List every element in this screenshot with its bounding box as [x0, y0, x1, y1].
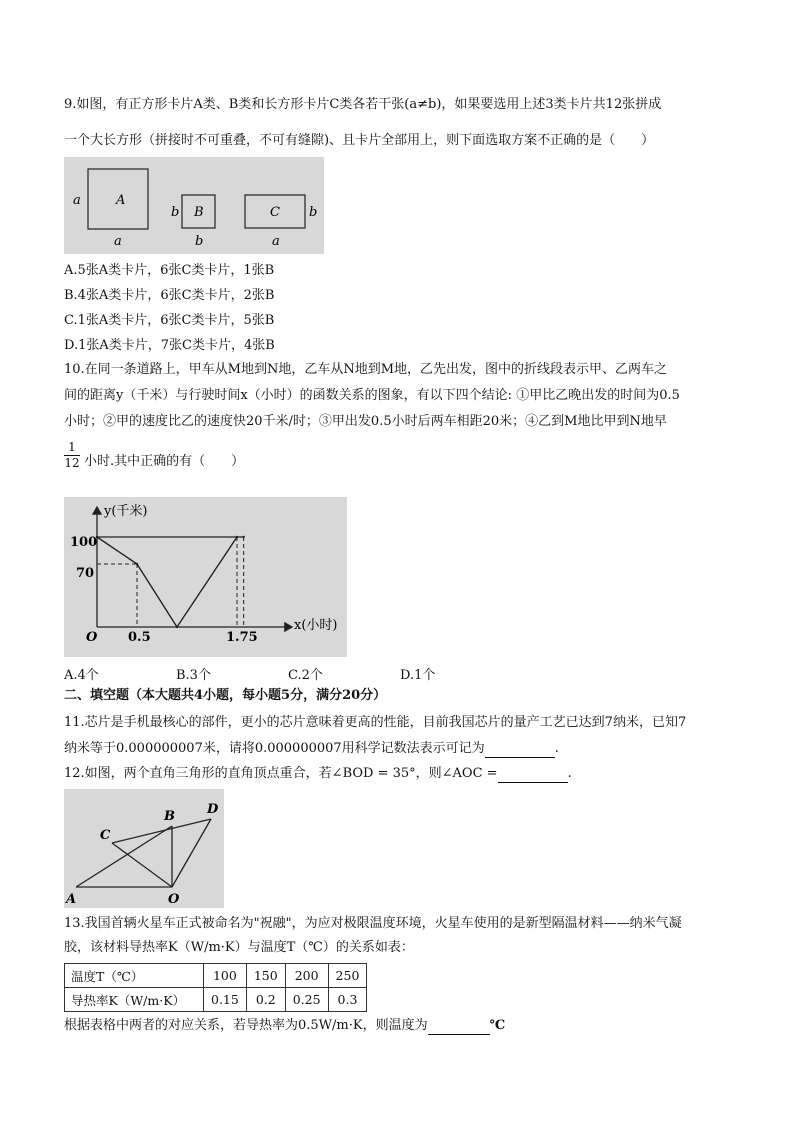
- q10-option-d: D.1个: [400, 668, 436, 683]
- table-cell: 0.15: [204, 988, 247, 1012]
- table-cell: 0.3: [328, 988, 367, 1012]
- q10-figure: [64, 497, 347, 657]
- q12-answer-blank[interactable]: [498, 782, 568, 783]
- q10-line1: 10.在同一条道路上，甲车从M地到N地，乙车从N地到M地，乙先出发，图中的折线段表示甲、乙两车之: [64, 362, 668, 377]
- chart-point-3: [236, 536, 238, 538]
- point-c-label: C: [100, 828, 111, 843]
- q10-line2: 间的距离y（千米）与行驶时间x（小时）的函数关系的图象，有以下四个结论: ①甲比乙晚出发的时间为0.5: [64, 388, 680, 403]
- table-row2-header: 导热率K（W/m·K）: [65, 988, 204, 1012]
- q10-fraction: [64, 440, 80, 471]
- q12-line: [64, 765, 572, 783]
- q9-option-d: D.1张A类卡片，7张C类卡片，4张B: [64, 338, 275, 353]
- card-b-side-bottom: b: [195, 234, 204, 249]
- segment-cd: [112, 819, 211, 843]
- card-a-side-bottom: a: [114, 234, 122, 249]
- chart-x-axis-label: x(小时): [294, 618, 338, 633]
- q9-option-b: B.4张A类卡片，6张C类卡片，2张B: [64, 288, 275, 303]
- chart-x-tick-1.75: 1.75: [226, 630, 258, 645]
- series-distance-line: [97, 537, 237, 627]
- q11-line2-text: 纳米等于0.000000007米，请将0.000000007用科学记数法表示可记为: [64, 741, 485, 756]
- card-a-label: A: [116, 193, 126, 208]
- q13-line1: 13.我国首辆火星车正式被命名为"祝融"，为应对极限温度环境，火星车使用的是新型隔温材料——纳米气凝: [64, 916, 682, 931]
- q10-line3: 小时；②甲的速度比乙的速度快20千米/时；③甲出发0.5小时后两车相距20米；④乙到M地比甲到N地早: [64, 414, 667, 429]
- point-b-label: B: [164, 809, 175, 824]
- chart-x-tick-0.5: 0.5: [128, 630, 151, 645]
- chart-point-1: [136, 563, 138, 565]
- q13-table: [64, 963, 367, 1012]
- q12-figure: [64, 789, 224, 908]
- q9-line1: 9.如图，有正方形卡片A类、B类和长方形卡片C类各若干张(a≠b)，如果要选用上述3类卡片共12张拼成: [64, 97, 662, 112]
- table-row: [65, 964, 367, 988]
- fraction-denominator: 12: [64, 456, 80, 470]
- table-cell: 0.25: [285, 988, 328, 1012]
- table-row: [65, 988, 367, 1012]
- q10-option-a: A.4个: [64, 668, 99, 683]
- distance-time-chart: [64, 497, 347, 657]
- card-b-side-left: b: [171, 205, 180, 220]
- chart-point-4: [242, 536, 244, 538]
- table-cell: 250: [328, 964, 367, 988]
- q9-option-a: A.5张A类卡片，6张C类卡片，1张B: [64, 263, 275, 278]
- q10-line4: 小时.其中正确的有（ ）: [84, 454, 245, 469]
- chart-y-tick-100: 100: [70, 535, 98, 550]
- point-a-label: A: [66, 892, 77, 907]
- segment-co: [112, 843, 172, 887]
- q11-line1: 11.芯片是手机最核心的部件，更小的芯片意味着更高的性能，目前我国芯片的量产工艺已达到7纳米，已知7: [64, 715, 687, 730]
- q13-unit: ℃: [489, 1018, 506, 1033]
- q9-figure: [64, 157, 324, 254]
- card-c-side-right: b: [309, 205, 318, 220]
- q13-line3-text: 根据表格中两者的对应关系，若导热率为0.5W/m·K，则温度为: [64, 1018, 428, 1033]
- chart-origin-label: O: [86, 630, 98, 645]
- table-row1-header: 温度T（℃）: [65, 964, 204, 988]
- point-d-label: D: [207, 802, 219, 817]
- q13-line2: 胶，该材料导热率K（W/m·K）与温度T（℃）的关系如表：: [64, 940, 414, 955]
- q11-line2-end: .: [554, 741, 559, 756]
- q11-line2: [64, 740, 559, 758]
- q9-line2: 一个大长方形（拼接时不可重叠，不可有缝隙)、且卡片全部用上，则下面选取方案不正确的是（ ）: [64, 133, 655, 148]
- q10-option-b: B.3个: [176, 668, 211, 683]
- card-b-label: B: [194, 205, 204, 220]
- q12-text: 12.如图，两个直角三角形的直角顶点重合，若∠BOD = 35°，则∠AOC =: [64, 766, 498, 781]
- chart-y-tick-70: 70: [76, 566, 95, 581]
- triangle-diagram: [64, 789, 224, 908]
- chart-point-2: [176, 626, 178, 628]
- card-c-label: C: [270, 205, 280, 220]
- segment-od: [172, 819, 211, 887]
- card-a-side-left: a: [73, 193, 81, 208]
- card-c-side-bottom: a: [272, 234, 280, 249]
- q9-option-c: C.1张A类卡片，6张C类卡片，5张B: [64, 313, 275, 328]
- q13-answer-blank[interactable]: [428, 1034, 490, 1035]
- chart-y-axis-label: y(千米): [104, 504, 148, 519]
- table-cell: 0.2: [246, 988, 285, 1012]
- point-o-label: O: [168, 892, 180, 907]
- section2-heading: 二、填空题（本大题共4小题，每小题5分，满分20分）: [64, 688, 387, 703]
- q10-option-c: C.2个: [288, 668, 323, 683]
- q11-answer-blank[interactable]: [485, 757, 555, 758]
- table-cell: 200: [285, 964, 328, 988]
- table-cell: 150: [246, 964, 285, 988]
- q13-line3: [64, 1017, 505, 1035]
- card-diagram: [64, 157, 324, 254]
- fraction-numerator: 1: [68, 440, 76, 454]
- q12-text-end: .: [567, 766, 572, 781]
- table-cell: 100: [204, 964, 247, 988]
- segment-ab: [76, 826, 172, 887]
